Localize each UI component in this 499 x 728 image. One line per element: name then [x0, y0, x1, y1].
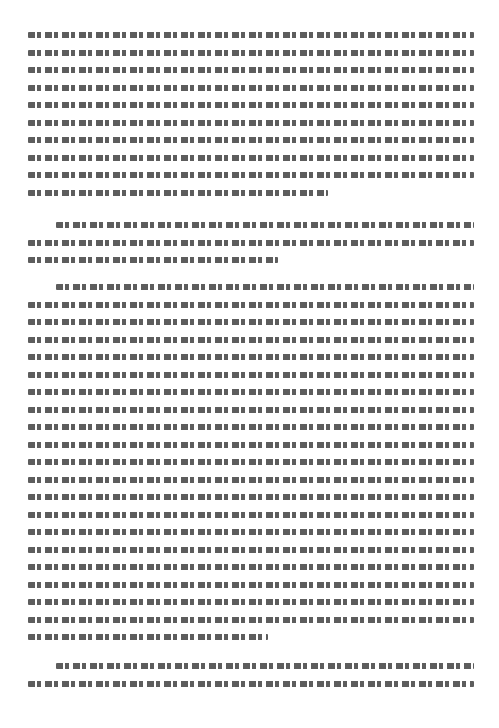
text-ink	[28, 512, 474, 518]
text-line	[28, 593, 474, 611]
text-line	[28, 251, 474, 269]
text-line	[28, 675, 474, 693]
text-line	[28, 418, 474, 436]
text-line	[28, 576, 474, 594]
text-ink	[28, 302, 474, 308]
text-line	[28, 79, 474, 97]
text-ink	[28, 32, 474, 38]
text-line	[28, 611, 474, 629]
text-ink	[28, 120, 474, 126]
text-ink	[28, 85, 474, 91]
text-ink	[28, 599, 474, 605]
text-ink	[28, 424, 474, 430]
paragraph-3	[28, 278, 474, 646]
text-ink	[28, 617, 474, 623]
text-ink	[28, 407, 474, 413]
text-line	[28, 216, 474, 234]
text-line	[28, 131, 474, 149]
text-line	[28, 114, 474, 132]
text-line	[28, 541, 474, 559]
text-line	[28, 453, 474, 471]
text-line	[28, 234, 474, 252]
text-line	[28, 488, 474, 506]
text-line	[28, 366, 474, 384]
text-line	[28, 471, 474, 489]
text-ink	[56, 222, 474, 228]
text-ink	[28, 172, 474, 178]
text-ink	[28, 477, 474, 483]
text-line	[28, 401, 474, 419]
text-line	[28, 61, 474, 79]
text-line	[28, 184, 474, 202]
text-line	[28, 348, 474, 366]
text-line	[28, 296, 474, 314]
text-line	[28, 331, 474, 349]
text-ink	[56, 663, 474, 669]
text-ink	[28, 67, 474, 73]
text-ink	[28, 257, 278, 263]
text-ink	[28, 337, 474, 343]
text-line	[28, 166, 474, 184]
text-ink	[28, 372, 474, 378]
text-ink	[28, 529, 474, 535]
text-line	[28, 96, 474, 114]
text-ink	[28, 389, 474, 395]
text-line	[28, 383, 474, 401]
text-ink	[28, 681, 474, 687]
text-line	[28, 149, 474, 167]
text-ink	[28, 459, 474, 465]
text-ink	[28, 564, 474, 570]
text-ink	[28, 240, 474, 246]
text-line	[28, 436, 474, 454]
text-ink	[28, 354, 474, 360]
text-line	[28, 523, 474, 541]
text-line	[28, 278, 474, 296]
text-line	[28, 44, 474, 62]
text-line	[28, 26, 474, 44]
text-ink	[28, 494, 474, 500]
text-ink	[28, 319, 474, 325]
text-ink	[28, 547, 474, 553]
text-ink	[28, 190, 328, 196]
text-line	[28, 657, 474, 675]
text-ink	[28, 50, 474, 56]
paragraph-1	[28, 26, 474, 201]
paragraph-2	[28, 216, 474, 269]
text-ink	[56, 284, 474, 290]
text-ink	[28, 155, 474, 161]
text-ink	[28, 137, 474, 143]
text-line	[28, 506, 474, 524]
text-line	[28, 558, 474, 576]
text-line	[28, 628, 474, 646]
text-ink	[28, 442, 474, 448]
text-line	[28, 313, 474, 331]
text-ink	[28, 634, 268, 640]
text-ink	[28, 582, 474, 588]
paragraph-4	[28, 657, 474, 692]
text-ink	[28, 102, 474, 108]
